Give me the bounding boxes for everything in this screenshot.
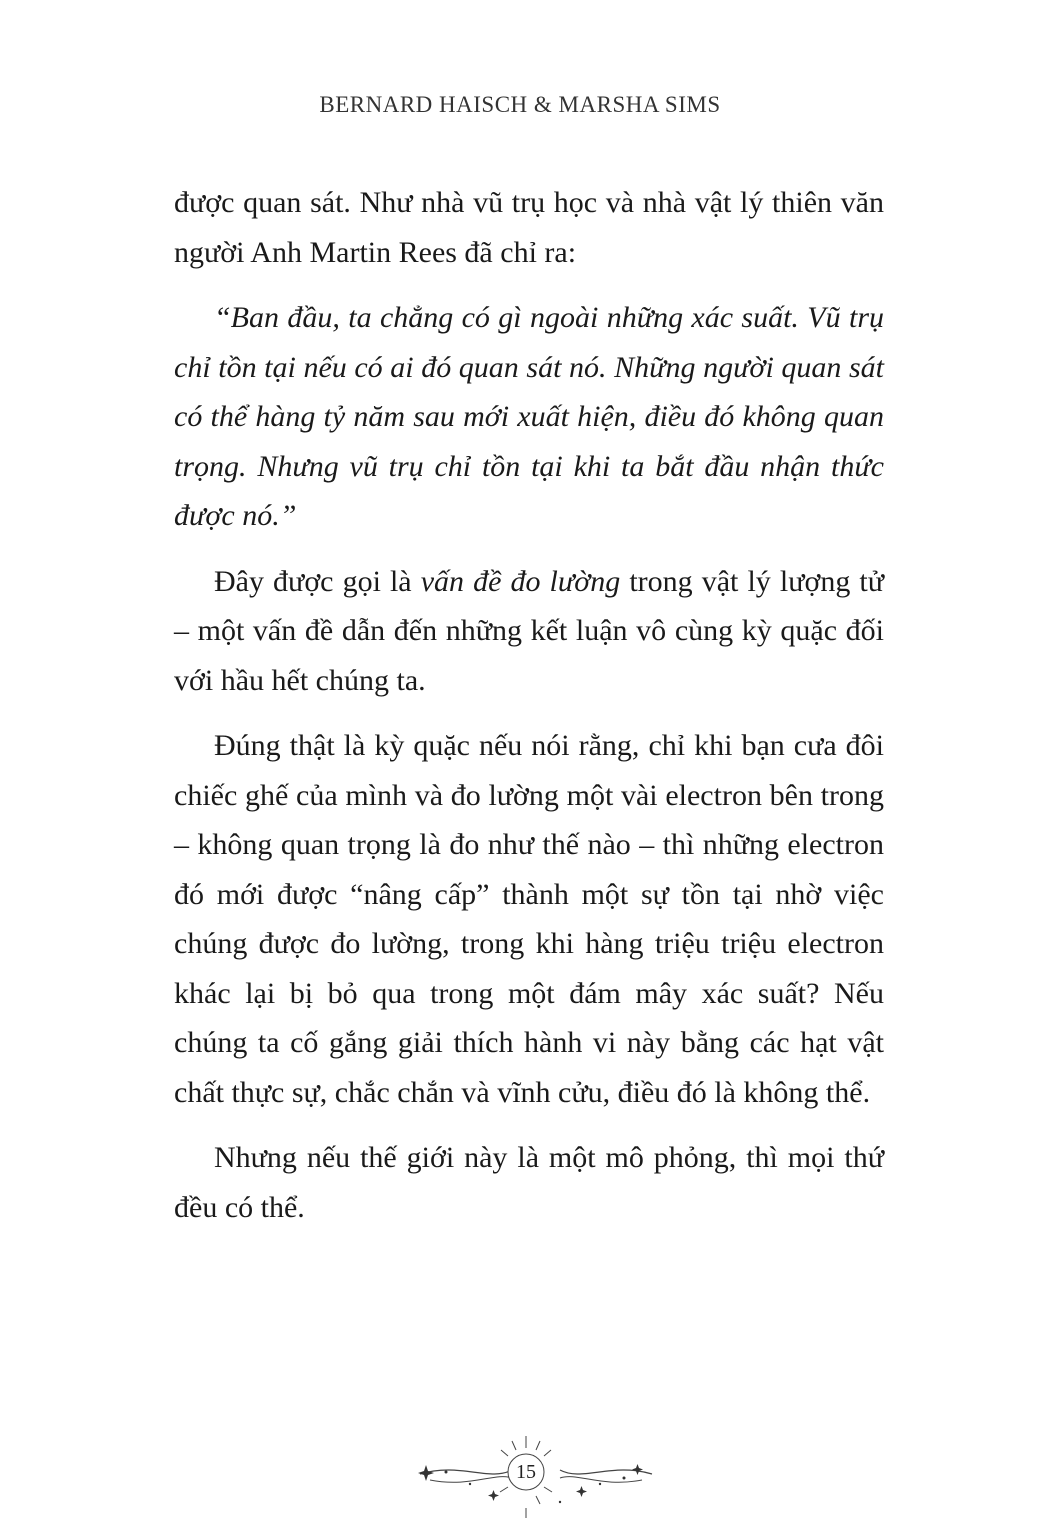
paragraph-measurement-problem [174, 557, 884, 706]
page-footer-ornament [400, 1432, 672, 1522]
paragraph-text-after: trong vật lý lượng tử – một vấn đề dẫn đến những kết luận vô cùng kỳ quặc đối với hầu hết chúng ta. [174, 564, 884, 697]
emphasis-term: vấn đề đo lường [420, 564, 621, 598]
page-number: 15 [516, 1461, 536, 1483]
running-head: BERNARD HAISCH & MARSHA SIMS [319, 92, 721, 117]
paragraph-continuation: được quan sát. Như nhà vũ trụ học và nhà vật lý thiên văn người Anh Martin Rees đã chỉ ra: [174, 186, 884, 269]
paragraph-chair-electrons: Đúng thật là kỳ quặc nếu nói rằng, chỉ khi bạn cưa đôi chiếc ghế của mình và đo lường một vài electron bên trong – không quan trọng là đo như thế nào – thì những electron đó mới được “nâng cấp” thành một sự tồn tại nhờ việc chúng được đo lường, trong khi hàng triệu triệu electron khác lại bị bỏ qua trong một đám mây xác suất? Nếu chúng ta cố gắng giải thích hành vi này bằng các hạt vật chất thực sự, chắc chắn và vĩnh cửu, điều đó là không thể. [174, 729, 884, 1109]
paragraph-simulation: Nhưng nếu thế giới này là một mô phỏng, thì mọi thứ đều có thể. [174, 1141, 884, 1224]
body-text [174, 178, 884, 1248]
paragraph-text-before: Đây được gọi là [214, 564, 421, 598]
quote-paragraph: “Ban đầu, ta chẳng có gì ngoài những xác suất. Vũ trụ chỉ tồn tại nếu có ai đó quan sát nó. Những người quan sát có thể hàng tỷ năm sau mới xuất hiện, điều đó không quan trọng. Nhưng vũ trụ chỉ tồn tại khi ta bắt đầu nhận thức được nó.” [174, 301, 884, 532]
